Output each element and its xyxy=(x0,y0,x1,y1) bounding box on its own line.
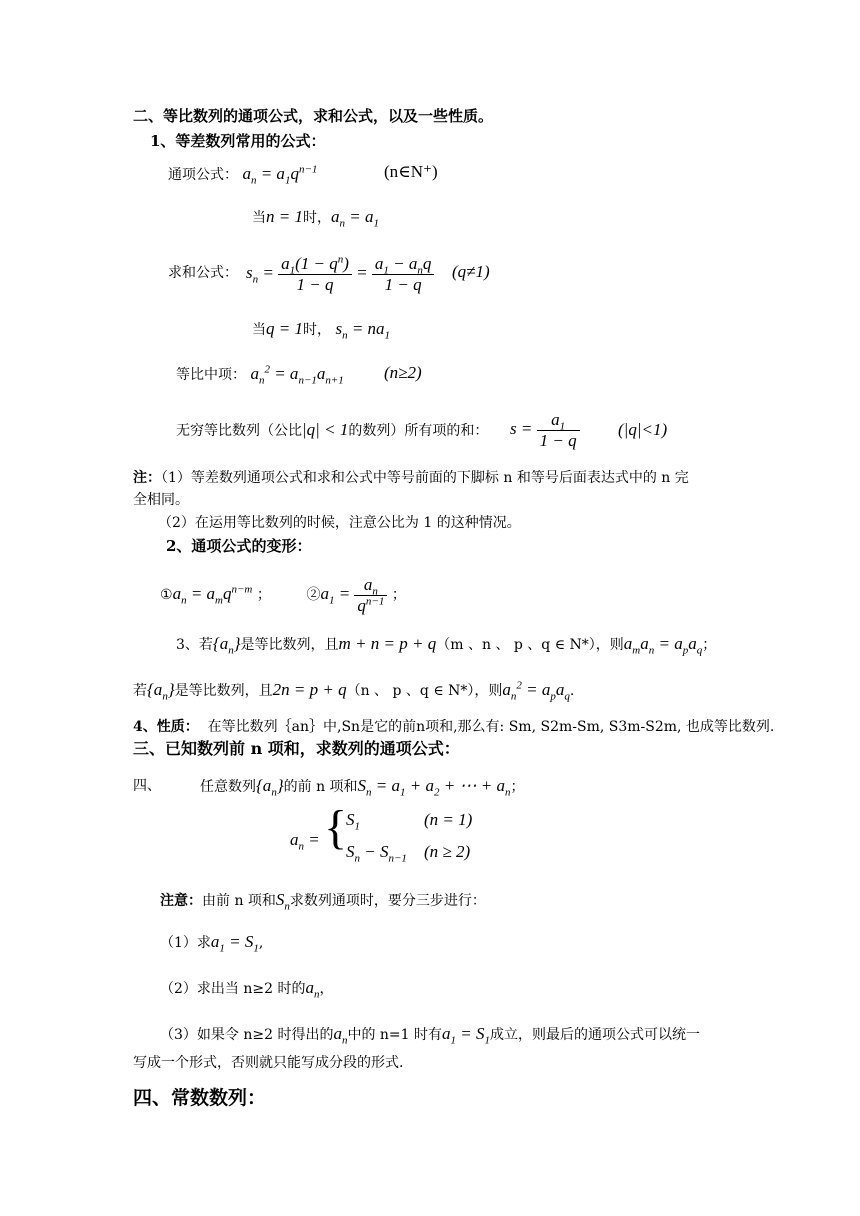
sum-formula-label: 求和公式： xyxy=(168,265,238,281)
property-4-label: 4、性质： xyxy=(133,719,199,735)
a1-eq-s1-2: $a_1 = S_1$ xyxy=(442,1024,491,1047)
geometric-mean-formula xyxy=(176,364,344,385)
property-3: 3、若$\{a_n\}$是等比数列，且m + n = p + q（m 、n 、 p 、q ∈ N*），则$a_ma_n = a_pa_q$； xyxy=(176,634,717,657)
m-plus-n-eq-p-plus-q: m + n = p + q xyxy=(338,634,437,653)
note-1: 注：（1）等差数列通项公式和求和公式中等号前面的下脚标 n 和等号后面表达式中的 n 完 xyxy=(133,470,689,486)
step-3: （3）如果令 n≥2 时得出的$a_n$中的 n=1 时有$a_1 = S_1$成立，则最后的通项公式可以统一 xyxy=(160,1024,701,1047)
piecewise-case-2: $S_n - S_{n-1}$ xyxy=(346,842,407,865)
general-term-expr: $a_n = a_1q^{n-1}$ xyxy=(242,163,318,187)
n-eq-1: n = 1 xyxy=(266,207,303,226)
when-n-equals-1: 当n = 1时，$a_n = a_1$ xyxy=(252,207,379,230)
step-3-continued: 写成一个形式，否则就只能写成分段的形式. xyxy=(133,1055,404,1071)
set-an-2: $\{a_n\}$ xyxy=(147,680,175,703)
step-2: （2）求出当 n≥2 时的$a_n$， xyxy=(160,978,334,1001)
si-label: 四、 xyxy=(133,778,161,794)
attention-label: 注意： xyxy=(160,893,202,909)
piecewise-case-1: $S_1$ xyxy=(346,810,360,833)
an-symbol: $a_n$ xyxy=(305,978,320,1001)
step-1: （1）求$a_1 = S_1$, xyxy=(160,932,264,955)
piecewise-an: $a_n$ = xyxy=(290,830,320,853)
sn-sum-expr: $S_n = a_1 + a_2$ + ⋯ + $a_n$ xyxy=(357,776,511,799)
note-label: 注： xyxy=(133,470,161,486)
variant-formulas: $①a_n = a_mq^{n-m}$ ； $②a_1$ = $\frac{a_n}{q^{n-1}}$ ； xyxy=(160,574,406,615)
geometric-mean-label: 等比中项： xyxy=(176,367,246,383)
when-q-equals-1: 当q = 1时， $s_n = na_1$ xyxy=(252,319,391,342)
set-an: $\{a_n\}$ xyxy=(212,634,241,657)
variant-2-expr: $a_1$ = $\frac{a_n}{q^{n-1}}$ xyxy=(320,584,387,603)
set-an-3: $\{a_n\}$ xyxy=(256,776,284,799)
infinite-sum-condition: (|q|<1) xyxy=(618,420,668,439)
piecewise-condition-2: (n ≥ 2) xyxy=(424,842,471,861)
piecewise-condition-1: (n = 1) xyxy=(424,810,473,829)
an2-eq-ap-aq: $a_n^2 = a_pa_q$ xyxy=(502,679,570,703)
subsection2-heading: 2、通项公式的变形： xyxy=(166,537,312,555)
sn-eq-na1: $s_n = na_1$ xyxy=(335,319,391,342)
am-an-eq-ap-aq: $a_ma_n = a_pa_q$ xyxy=(623,634,703,657)
q-eq-1: q = 1 xyxy=(266,319,303,338)
an-symbol-2: $a_n$ xyxy=(333,1024,348,1047)
sum-fraction-2: $\frac{a_1 - a_nq}{1 - q}$ xyxy=(372,254,434,295)
abs-q-lt-1: |q| < 1 xyxy=(302,420,349,439)
2n-eq-p-plus-q: 2n = p + q xyxy=(272,680,347,699)
section4-title: 四、常数数列： xyxy=(133,1087,267,1109)
property-4: 4、性质： 在等比数列｛an｝中,Sn是它的前n项和,那么有: Sm, S2m-Sm, S3m-S2m, 也成等比数列. xyxy=(133,719,775,735)
section3-title: 三、已知数列前 n 项和，求数列的通项公式： xyxy=(133,739,460,758)
note-1-continued: 全相同。 xyxy=(133,492,189,508)
si-line: 任意数列$\{a_n\}$的前 n 项和$S_n = a_1 + a_2$ + ⋯ + $a_n$； xyxy=(200,776,525,799)
piecewise-brace: { xyxy=(324,801,348,854)
note-2: （2）在运用等比数列的时候，注意公比为 1 的这种情况。 xyxy=(158,515,521,531)
infinite-sum-fraction: $\frac{a_1}{1 - q}$ xyxy=(537,410,580,451)
a1-eq-s1: $a_1 = S_1$ xyxy=(210,932,259,955)
geometric-mean-condition: (n≥2) xyxy=(384,363,422,382)
general-term-label: 通项公式： xyxy=(168,167,238,183)
general-term-formula xyxy=(168,164,317,185)
subsection1-heading: 1、等差数列常用的公式： xyxy=(150,132,326,150)
variant-1-expr: $a_n = a_mq^{n-m}$ xyxy=(172,583,253,607)
infinite-sum-text: 无穷等比数列（公比|q| < 1的数列）所有项的和： xyxy=(176,420,489,439)
general-term-condition: (n∈N⁺) xyxy=(384,162,438,181)
attention-line: 注意：由前 n 项和$S_n$求数列通项时，要分三步进行： xyxy=(160,890,486,913)
sum-condition: (q≠1) xyxy=(452,262,490,281)
section2-title: 二、等比数列的通项公式，求和公式，以及一些性质。 xyxy=(133,107,494,125)
sn-symbol: $S_n$ xyxy=(275,890,290,913)
an-eq-a1: $a_n = a_1$ xyxy=(330,207,379,230)
sum-formula-expr: $s_n$ = $\frac{a_1(1 - q^n)}{1 - q}$ = $\frac{a_1 - a_nq}{1 - q}$ xyxy=(246,252,434,295)
geometric-mean-expr: $a_n^2 = a_{n-1}a_{n+1}$ xyxy=(250,363,344,387)
property-3b: 若$\{a_n\}$是等比数列，且2n = p + q（n 、 p 、q ∈ N*），则$a_n^2 = a_pa_q$. xyxy=(133,679,575,703)
infinite-sum-expr: s = $\frac{a_1}{1 - q}$ xyxy=(510,408,580,451)
sum-fraction-1: $\frac{a_1(1 - q^n)}{1 - q}$ xyxy=(278,254,352,295)
